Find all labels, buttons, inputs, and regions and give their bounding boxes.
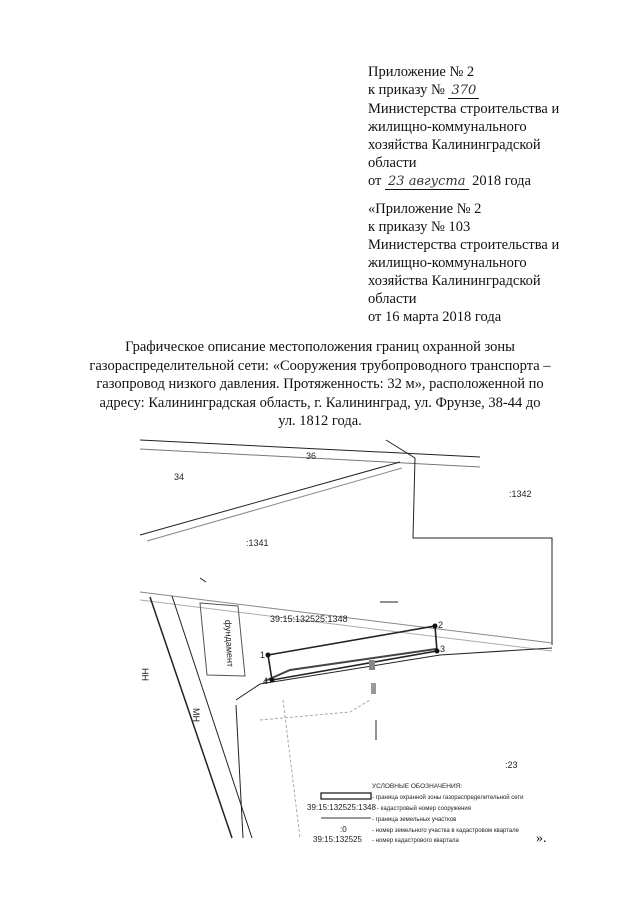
- legend-item-quarter: - номер кадастрового квартала: [372, 838, 459, 844]
- legend-symbol-cad-number: 39:15:132525:1348: [307, 803, 376, 812]
- closing-quote: ».: [536, 831, 547, 846]
- title-line-3: адресу: Калининградская область, г. Калининград, ул. Фрунзе, 38-44 до: [99, 394, 541, 411]
- zone-point: [433, 624, 438, 629]
- ministry-line-1: Министерства строительства и: [368, 101, 560, 117]
- foundation-outline: [200, 603, 245, 676]
- quote-line-6: от 16 марта 2018 года: [368, 309, 502, 325]
- ministry-line-3: хозяйства Калининградской: [368, 137, 541, 153]
- legend-zone-symbol: [321, 793, 371, 799]
- parcel-boundary: [236, 705, 243, 838]
- legend-item-cad-number: - кадастровый номер сооружения: [377, 806, 471, 812]
- street-label-nn: НН: [140, 668, 150, 681]
- parcel-boundary: [283, 700, 300, 838]
- foundation-label: фундамент: [223, 619, 236, 668]
- cadastral-number-1348: 39:15:132525:1348: [270, 614, 348, 624]
- title-line-2: газопровод низкого давления. Протяженность: 32 м», расположенной по: [96, 376, 544, 392]
- zone-point-label-2: 2: [438, 620, 444, 630]
- quote-line-0: «Приложение № 2: [368, 201, 482, 217]
- legend-item-parcel-number: - номер земельного участка в кадастровом квартале: [372, 828, 519, 834]
- zone-point: [266, 653, 271, 658]
- ministry-line-4: области: [368, 155, 417, 171]
- title-line-1: газораспределительной сети: «Сооружения трубопроводного транспорта –: [89, 357, 551, 374]
- zone-point: [435, 649, 440, 654]
- order-line: к приказу № 370: [368, 81, 559, 100]
- cadastral-label-1341: :1341: [246, 538, 269, 548]
- quote-line-1: к приказу № 103: [368, 219, 471, 235]
- date-line: от 23 августа 2018 года: [368, 173, 531, 189]
- appendix-title: Приложение № 2: [368, 64, 475, 80]
- quote-line-3: жилищно-коммунального: [368, 255, 527, 271]
- quote-line-4: хозяйства Калининградской: [368, 273, 541, 289]
- arrow-icon: [200, 578, 206, 582]
- title-line-0: Графическое описание местоположения границ охранной зоны: [125, 339, 515, 355]
- zone-point-label-4: 4: [263, 676, 269, 686]
- ministry-line-2: жилищно-коммунального: [368, 119, 527, 135]
- order-number-handwritten: 370: [448, 83, 479, 99]
- street-edge: [150, 597, 232, 838]
- marker-icon: [369, 660, 375, 670]
- parcel-boundary: [260, 700, 370, 720]
- legend-title: УСЛОВНЫЕ ОБОЗНАЧЕНИЯ:: [372, 783, 463, 790]
- quote-line-2: Министерства строительства и: [368, 237, 560, 253]
- legend-item-zone: - граница охранной зоны газораспределительной сети: [372, 795, 524, 801]
- cadastral-label-23: :23: [505, 760, 518, 770]
- marker-icon: [371, 683, 376, 694]
- parcel-1342-boundary: [386, 440, 552, 645]
- map-legend: [307, 783, 524, 844]
- order-date-handwritten: 23 августа: [385, 174, 468, 190]
- zone-point: [270, 678, 275, 683]
- parcel-boundary: [147, 468, 402, 541]
- quote-line-5: области: [368, 291, 417, 307]
- title-line-4: ул. 1812 года.: [278, 413, 362, 429]
- legend-symbol-quarter: 39:15:132525: [313, 835, 362, 844]
- street-label-mn: МН: [191, 708, 201, 722]
- legend-item-boundary: - граница земельных участков: [372, 817, 457, 823]
- legend-symbol-parcel-number: :0: [340, 825, 347, 834]
- zone-point-label-1: 1: [260, 650, 266, 660]
- parcel-number-34: 34: [174, 472, 185, 482]
- street-edge: [172, 596, 252, 838]
- zone-point-label-3: 3: [440, 644, 446, 654]
- cadastral-label-1342: :1342: [509, 489, 532, 499]
- parcel-number-36: 36: [306, 451, 317, 461]
